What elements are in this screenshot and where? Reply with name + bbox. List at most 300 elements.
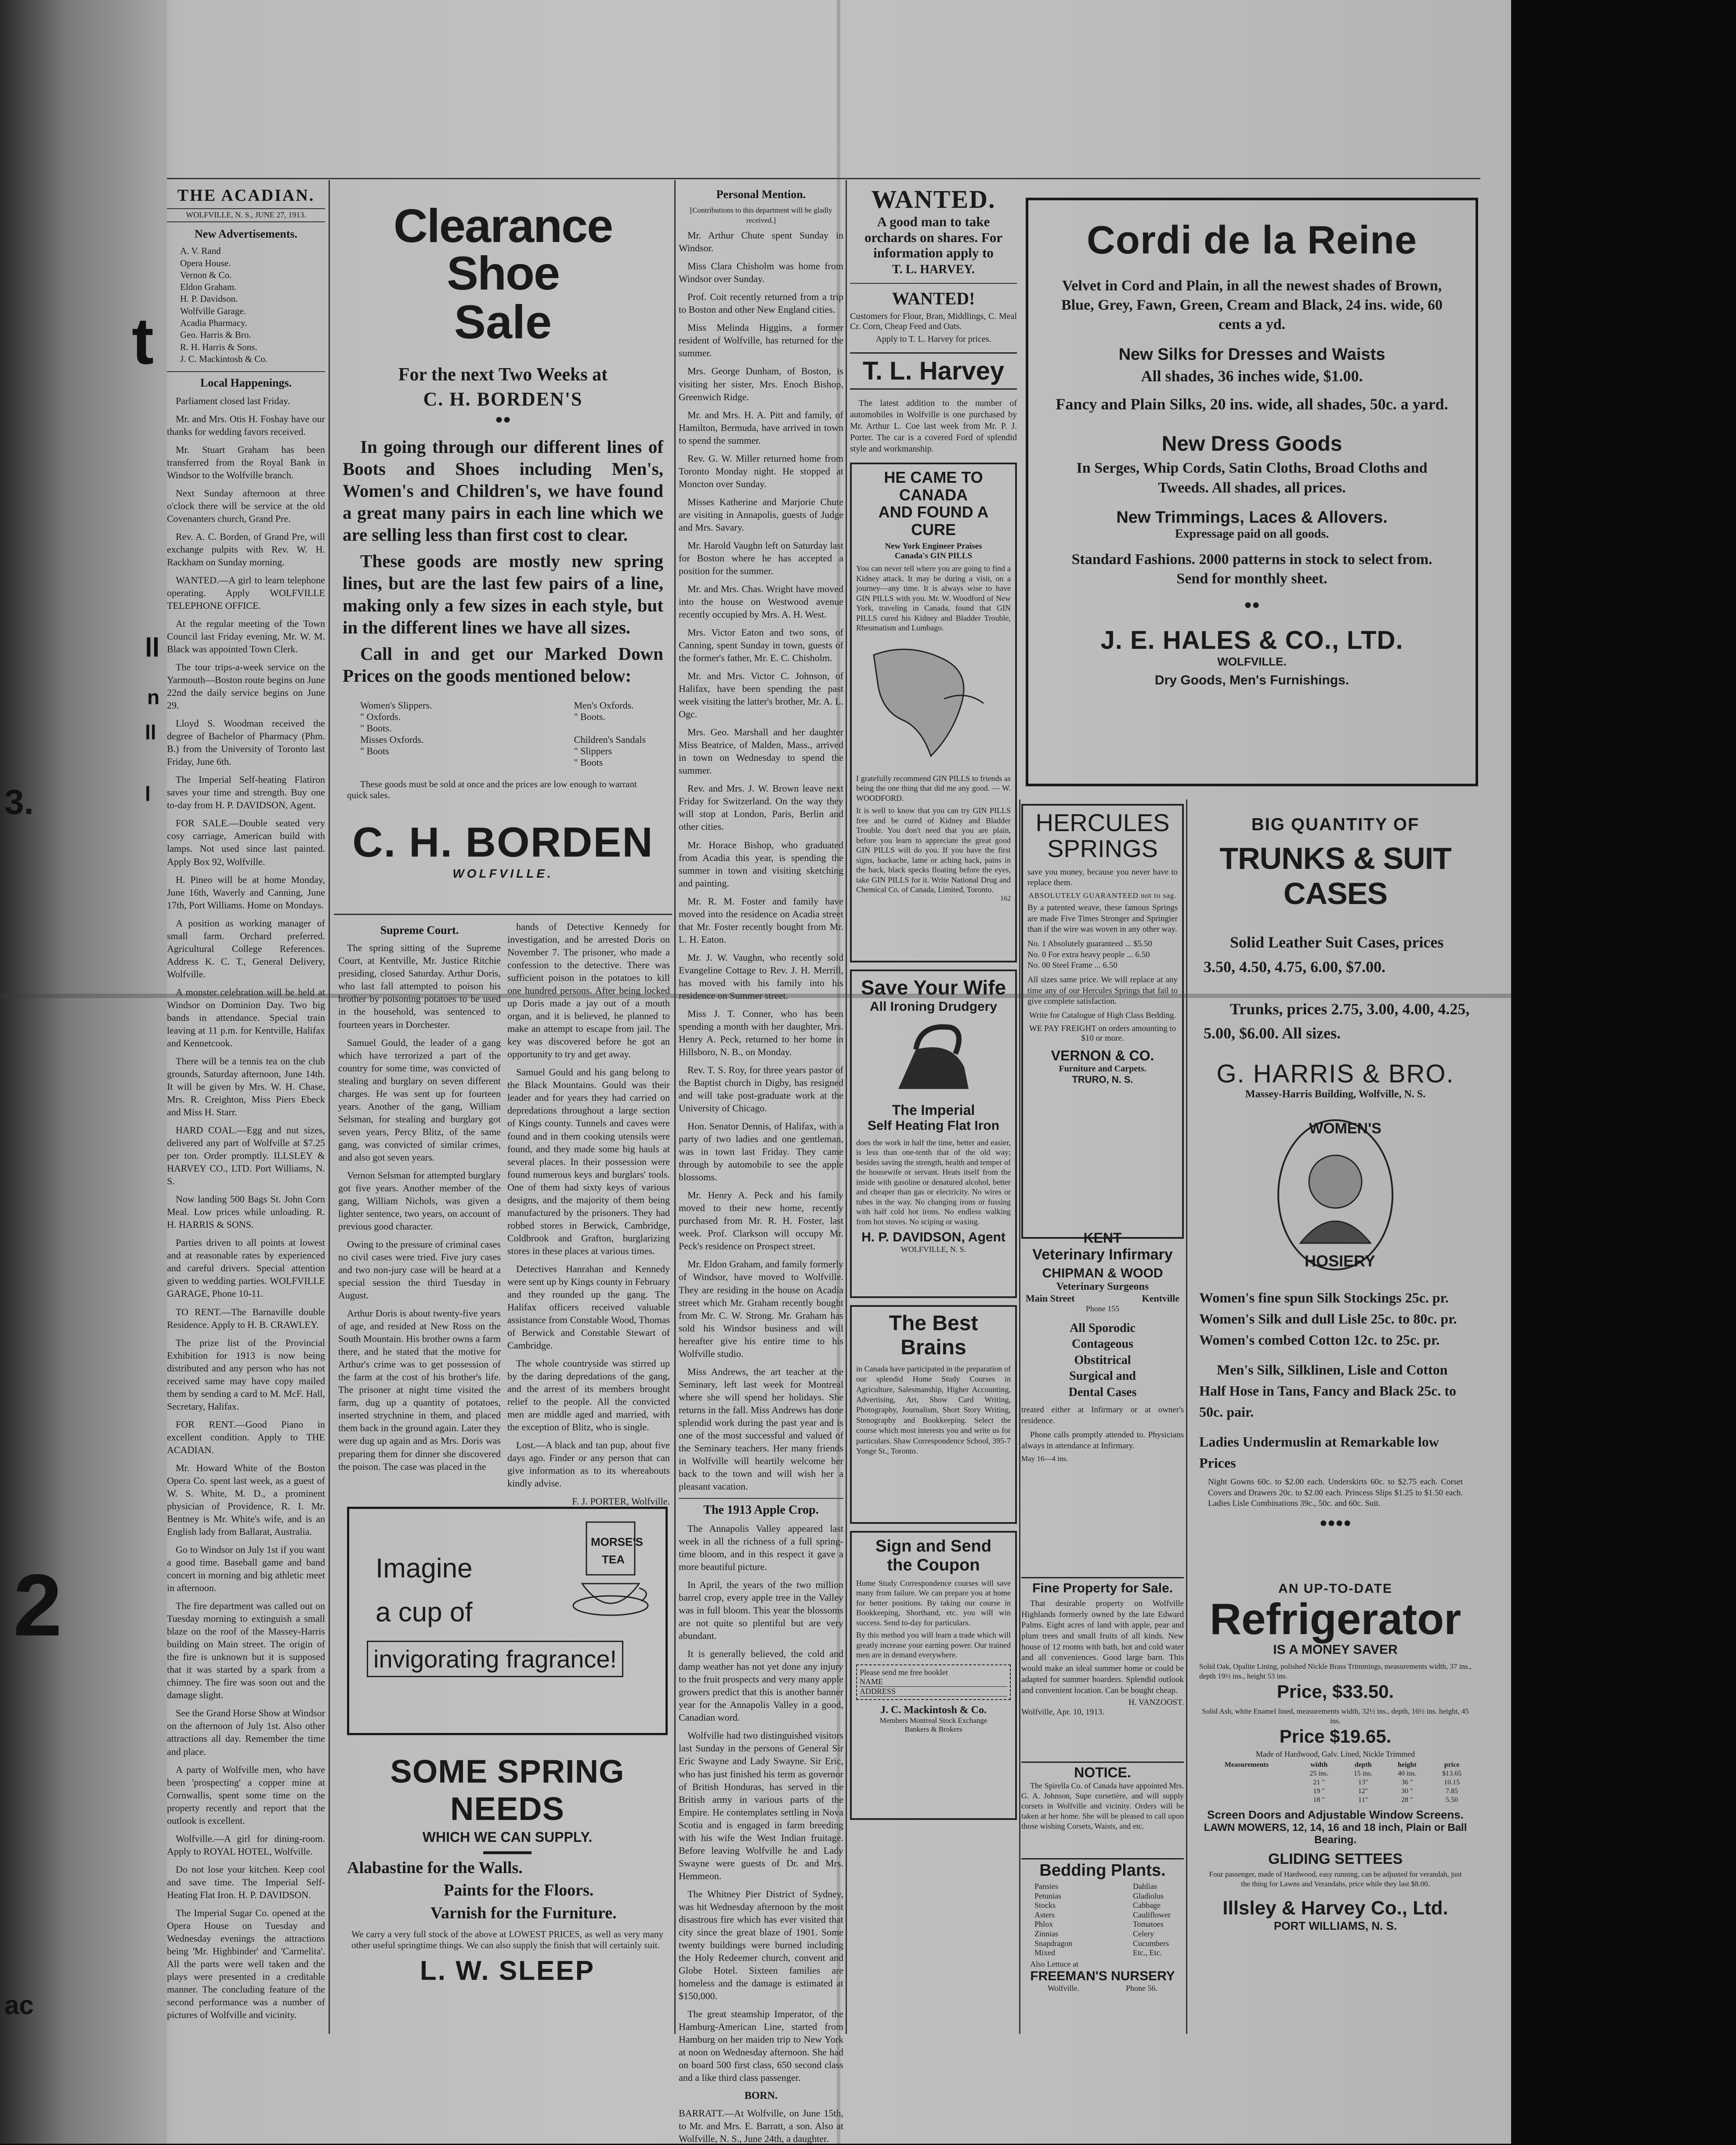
settee-heading: GLIDING SETTEES: [1268, 1851, 1403, 1868]
kent-sub: Veterinary Surgeons: [1056, 1281, 1149, 1292]
harvey-name: T. L. Harvey: [850, 352, 1017, 390]
hosiery-price-line: Women's combed Cotton 12c. to 25c. pr.: [1199, 1332, 1440, 1348]
supreme-court-col-2: [507, 920, 670, 1507]
bedding-item: Cabbage: [1133, 1901, 1161, 1910]
paragraph: Miss J. T. Conner, who has been spending a month with her daughter, Mrs. Henry A. Peck, returned to her home in Hillsboro, N. B., on Monday.: [679, 1008, 843, 1057]
paragraph: Samuel Gould, the leader of a gang which have terrorized a part of the country for some time, was convicted of stealing and burglary on seven different charges. He was sent up for fourteen years. Another of the gang, William Selsman, for stealing and burglary got seven years, Percy Blitz, of the same gang, was convicted of similar crimes, and also got seven years.: [338, 1037, 501, 1163]
map-illustration: [856, 637, 1011, 769]
paragraph: Do not lose your kitchen. Keep cool and save time. The Imperial Self-Heating Flat Iron. H. P. DAVIDSON.: [167, 1863, 325, 1900]
new-ad-item: H. P. Davidson.: [180, 293, 238, 304]
paragraph: FOR RENT.—Good Piano in excellent condition. Apply to THE ACADIAN.: [167, 1418, 325, 1455]
table-cell: 25 ins.: [1309, 1770, 1329, 1778]
masthead-title: THE ACADIAN.: [177, 186, 315, 205]
bedding-item: Snapdragon: [1034, 1939, 1072, 1948]
paragraph: Owing to the pressure of criminal cases no civil cases were tried. Five jury cases and two non-jury case will be heard at a special session the third Tuesday in August.: [338, 1239, 501, 1301]
paragraph: Rev. G. W. Miller returned home from Toronto Monday night. He stopped at Moncton over Sunday.: [679, 452, 843, 489]
margin-fragment: ac: [4, 1990, 34, 2020]
property-body: That desirable property on Wolfville Highlands formerly owned by the late Edward Palms. Eight acres of land with apple, pear and plum trees and small fruits of all kinds. New house of 12 rooms with bath, hot and cold water and all conveniences. Good large barn. This would make an ideal summer home or could be adapted for summer boarders. Splendid outlook and convenient location. Can be bought cheap.: [1021, 1599, 1184, 1695]
born-heading: BORN.: [744, 2090, 778, 2102]
cordi-silks-heading: New Silks for Dresses and Waists: [1118, 345, 1385, 364]
sleep-item: Varnish for the Furniture.: [430, 1903, 617, 1922]
tea-line-2: a cup of: [376, 1597, 473, 1628]
coupon-line: Please send me free booklet: [860, 1668, 948, 1677]
auto-note: The latest addition to the number of automobiles in Wolfville is one purchased by Mr. Arthur L. Coe last week from Mr. P. J. Porter. The car is a covered Ford of splendid style and workmanship.: [850, 398, 1017, 454]
column-3-more: [679, 1729, 843, 2084]
hales-tag: Dry Goods, Men's Furnishings.: [1154, 673, 1349, 688]
cordi-dress-line: In Serges, Whip Cords, Satin Cloths, Broad Cloths and Tweeds. All shades, all prices.: [1076, 460, 1428, 496]
paragraph: At the regular meeting of the Town Council last Friday evening, Mr. W. M. Black was appointed Town Clerk.: [167, 618, 325, 655]
tea-line-1: Imagine: [376, 1553, 473, 1584]
table-row: [1196, 1778, 1475, 1787]
tea-line-3: invigorating fragrance!: [367, 1641, 623, 1677]
paragraph: The whole countryside was stirred up by the daring depredations of the gang, and the arrest of its members brought relief to the people. All the convicted men are middle aged and married, with the exception of Blitz, who is single.: [507, 1358, 670, 1433]
table-cell: [1196, 1787, 1297, 1796]
table-cell: $13.65: [1442, 1770, 1462, 1778]
refrigerator-ad: [1190, 1581, 1480, 2034]
cordi-de-la-reine-ad: Cordi de la Reine Velvet in Cord and Plain, in all the newest shades of Brown, Blue, Grey, Fawn, Green, Cream and Black, 24 ins. wide, 60 cents a yd. New Silks for Dresses and Waists All shades, 36 inches wide, $1.00. Fancy and Plain Silks, 20 ins. wide, all shades, 50c. a yard. New Dress Goods In Serges, Whip Cords, Satin Cloths, Broad Cloths and Tweeds. All shades, all prices. New Trimmings, Laces & Allovers. Expressage paid on all goods. Standard Fashions. 2000 patterns in stock to select from. Send for monthly sheet. ●● J. E. HALES & CO., LTD. WOLFVILLE. Dry Goods, Men's Furnishings.: [1026, 198, 1478, 786]
clearance-body: In going through our different lines of Boots and Shoes including Men's, Women's and Children's, we have found a great many pairs in each line which we are selling less than first cost to clear.: [343, 437, 663, 545]
bedding-item: Mixed: [1034, 1948, 1055, 1957]
trunks-line-1: Solid Leather Suit Cases, prices 3.50, 4.50, 4.75, 6.00, $7.00.: [1204, 933, 1444, 976]
supreme-court-heading: Supreme Court.: [380, 924, 459, 937]
paragraph: Miss Melinda Higgins, a former resident of Wolfville, has returned for the summer.: [679, 322, 843, 359]
refrig-mowers: LAWN MOWERS, 12, 14, 16 and 18 inch, Plain or Ball Bearing.: [1204, 1822, 1467, 1846]
cordi-line-1: Velvet in Cord and Plain, in all the newest shades of Brown, Blue, Grey, Fawn, Green, Cream and Black, 24 ins. wide, 60 cents a yd.: [1061, 278, 1443, 333]
kent-body: treated either at Infirmary or at owner's residence.: [1021, 1405, 1184, 1425]
new-ad-item: Wolfville Garage.: [180, 305, 246, 316]
clearance-item: Men's Oxfords.: [574, 699, 634, 711]
hercules-body-3: All sizes same price. We will replace at any time any of our Hercules Springs that fail to give complete satisfaction.: [1027, 975, 1178, 1006]
refrig-table: [1196, 1761, 1475, 1805]
gin-headline-1: HE CAME TO CANADA: [884, 468, 983, 504]
kent-case-item: All Sporodic: [1070, 1321, 1136, 1335]
margin-fragment: n: [147, 686, 160, 709]
clearance-list-men: [574, 700, 646, 768]
clearance-lists: [334, 687, 672, 768]
gin-sub-2: Canada's GIN PILLS: [894, 551, 973, 561]
table-cell: 30 ": [1401, 1787, 1413, 1795]
paragraph: TO RENT.—The Barnaville double Residence. Apply to H. B. CRAWLEY.: [167, 1306, 325, 1330]
local-happenings-heading: Local Happenings.: [200, 376, 292, 390]
clearance-sub-2: C. H. BORDEN'S: [423, 388, 583, 410]
paragraph: Lloyd S. Woodman received the degree of Bachelor of Pharmacy (Phm. B.) from the University of Toronto last Friday, June 6th.: [167, 718, 325, 767]
bedding-item: Cauliflower: [1133, 1910, 1171, 1919]
new-ads-heading: New Advertisements.: [195, 227, 297, 240]
paragraph: The tour trips-a-week service on the Yarmouth—Boston route begins on June 22nd the daily service begins on June 29.: [167, 662, 325, 711]
paragraph: Rev. and Mrs. J. W. Brown leave next Friday for Switzerland. On the way they will stop at London, Paris, Berlin and other cities.: [679, 783, 843, 832]
bedding-list-left: [1034, 1882, 1072, 1958]
vernon-town: TRURO, N. S.: [1072, 1074, 1133, 1085]
paragraph: The fire department was called out on Tuesday morning to extinguish a small blaze on the roof of the Massey-Harris building on Main street. The origin of the fire is unknown but it is supposed that it was started by a spark from a chimney. The fire was soon out and the damage slight.: [167, 1600, 325, 1701]
new-ad-item: Acadia Pharmacy.: [180, 318, 247, 328]
paragraph: HARD COAL.—Egg and nut sizes, delivered any part of Wolfville at $7.25 per ton. Order promptly. ILLSLEY & HARVEY CO., LTD. Port Williams, N. S.: [167, 1125, 325, 1187]
paragraph: Mr. R. M. Foster and family have moved into the residence on Acadia street that Mr. Foster recently bought from Mr. L. H. Eaton.: [679, 895, 843, 945]
table-cell: [1196, 1796, 1297, 1805]
bedding-list-right: [1133, 1882, 1171, 1958]
flatiron-product-1: The Imperial: [892, 1102, 975, 1118]
hercules-springs-ad: [1021, 804, 1184, 1243]
margin-fragment: 2: [13, 1556, 62, 1654]
top-rule: [167, 178, 1480, 179]
property-date: Wolfville, Apr. 10, 1913.: [1021, 1707, 1104, 1717]
refrig-sub: IS A MONEY SAVER: [1273, 1642, 1398, 1657]
settee-body: Four passenger, made of Hardwood, easy running, can be adjusted for verandah, just the thing for Lawns and Verandahs, price while they last $8.00.: [1209, 1870, 1462, 1888]
paragraph: A monster celebration will be held at Windsor on Dominion Day. Two big bands in attendance. Special train leaving at 11 p.m. for Kentville, Halifax and Kennetcook.: [167, 986, 325, 1049]
adjacent-page-margin: [0, 0, 167, 2144]
hosiery-logo-top: WOMEN'S: [1309, 1120, 1382, 1137]
masthead-dateline: WOLFVILLE, N. S., JUNE 27, 1913.: [167, 208, 325, 222]
paragraph: Mr. Harold Vaughn left on Saturday last for Boston where he has accepted a position for the summer.: [679, 539, 843, 576]
flatiron-illustration: [856, 1014, 1011, 1102]
fine-property-ad: [1021, 1577, 1184, 1763]
freeman-nursery: FREEMAN'S NURSERY: [1030, 1968, 1175, 1983]
paragraph: Mr. and Mrs. H. A. Pitt and family, of Hamilton, Bermuda, have arrived in town to spend the summer.: [679, 409, 843, 446]
freeman-phone: Phone 56.: [1126, 1983, 1157, 1993]
cordi-fancy-line: Fancy and Plain Silks, 20 ins. wide, all shades, 50c. a yard.: [1056, 395, 1448, 413]
coupon-headline-1: Sign and Send: [875, 1537, 991, 1555]
paper-fold-horizontal: [0, 994, 1511, 998]
table-cell: 13": [1358, 1779, 1368, 1787]
gin-body-3: It is well to know that you can try GIN PILLS free and be cured of Kidney and Bladder Trouble. You don't need that you are plain, before you learn to appreciate the great good GIN PILLS will do you. If you have the first signs, backache, lame or aching back, pains in the back, black specks floating before the eyes, take GIN PILLS for it. Write National Drug and Chemical Co. of Canada, Limited, Toronto.: [856, 806, 1011, 894]
new-ads-list: [167, 245, 325, 365]
column-rule: [329, 180, 330, 2034]
flatiron-product-2: Self Heating Flat Iron: [867, 1118, 1000, 1133]
hosiery-ad: WOMEN'S HOSIERY Women's fine spun Silk Stockings 25c. pr. Women's Silk and dull Lisle 25c. to 80c. pr. Women's combed Cotton 12c. to 25c. pr. Men's Silk, Silklinen, Lisle and Cotton Half Hose in Tans, Fancy and Black 25c. to 50c. pair. Ladies Undermuslin at Remarkable low Prices Night Gowns 60c. to $2.00 each. Underskirts 60c. to $2.75 each. Corset Covers and Drawers 20c. to $2.00 each. Princess Slips $1.25 to $1.50 each. Ladies Lisle Combinations 39c., 50c. and 60c. Suit. ●●●●: [1190, 1098, 1480, 1581]
clearance-shoe-sale-ad: [334, 184, 672, 909]
table-cell: 10.15: [1444, 1779, 1460, 1787]
clearance-item: " Oxfords.: [360, 711, 401, 722]
column-rule: [1186, 799, 1187, 2034]
sleep-sub: WHICH WE CAN SUPPLY.: [422, 1829, 593, 1845]
hercules-guarantee: ABSOLUTELY GUARANTEED not to sag.: [1028, 891, 1177, 900]
best-brains-ad: [850, 1305, 1017, 1524]
sleep-item: Paints for the Floors.: [444, 1881, 594, 1900]
trunks-headline-1: BIG QUANTITY OF: [1251, 815, 1420, 834]
paragraph: Next Sunday afternoon at three o'clock there will be service at the old Covenanters church, Grand Pre.: [167, 487, 325, 524]
apple-crop-body: [679, 1522, 843, 1724]
paragraph: Rev. A. C. Borden, of Grand Pre, will exchange pulpits with Rev. W. H. Rackham on Sunday morning.: [167, 531, 325, 568]
paragraph: FOR SALE.—Double seated very cosy carriage, American build with lamps. Not used since last painted. Apply Box 92, Wolfville.: [167, 817, 325, 867]
hosiery-logo-bottom: HOSIERY: [1305, 1252, 1375, 1270]
flatiron-agent: H. P. DAVIDSON, Agent: [861, 1230, 1005, 1245]
harris-address: Massey-Harris Building, Wolfville, N. S.: [1245, 1089, 1426, 1100]
hosiery-undermuslin: Ladies Undermuslin at Remarkable low Prices: [1199, 1434, 1439, 1471]
refrig-model-1: Solid Oak, Opalite Lining, polished Nickle Brass Trimmings, measurements width, 37 ins., depth 19½ ins., height 53 ins.: [1199, 1662, 1472, 1681]
paragraph: Vernon Selsman for attempted burglary got five years. Another member of the gang, William Nichols, was given a lighter sentence, two years, on account of previous good character.: [338, 1169, 501, 1232]
bedding-item: Etc., Etc.: [1133, 1948, 1162, 1957]
column-rule: [1019, 799, 1020, 2034]
margin-fragment: l: [145, 782, 151, 805]
table-cell: [1196, 1769, 1297, 1778]
paragraph: Mr. and Mrs. Victor C. Johnson, of Halifax, have been spending the past week visiting the latter's brother, Mr. A. L. Ogc.: [679, 670, 843, 720]
table-cell: 7.85: [1446, 1787, 1458, 1795]
hercules-price-line: No. 1 Absolutely guaranteed ... $5.50: [1027, 939, 1152, 949]
clearance-item: Misses Oxfords.: [360, 734, 424, 745]
kent-veterinary-ad: [1021, 1230, 1184, 1573]
coupon-form[interactable]: [856, 1664, 1011, 1700]
paragraph: Mr. Henry A. Peck and his family moved to their new home, recently purchased from Mr. R. H. Foster, last week. Prof. Clarkson will occupy Mr. Peck's residence on Prospect street.: [679, 1190, 843, 1252]
paragraph: Mr. and Mrs. Chas. Wright have moved into the house on Westwood avenue recently occupied by Mrs. A. H. West.: [679, 583, 843, 620]
hercules-body: save you money, because you never have to replace them.: [1027, 867, 1178, 888]
kent-case-item: Dental Cases: [1068, 1385, 1137, 1399]
refrig-pre: AN UP-TO-DATE: [1278, 1581, 1392, 1596]
kent-names: CHIPMAN & WOOD: [1042, 1266, 1163, 1280]
bedding-item: Petunias: [1034, 1891, 1061, 1900]
personal-mention-body: [679, 229, 843, 1493]
wanted-heading: WANTED.: [871, 185, 996, 213]
cordi-fashion-line: Standard Fashions. 2000 patterns in stock to select from. Send for monthly sheet.: [1071, 551, 1432, 587]
hercules-price-line: No. 00 Steel Frame ... 6.50: [1027, 961, 1118, 970]
apple-crop-heading: The 1913 Apple Crop.: [703, 1503, 819, 1517]
bedding-item: Pansies: [1034, 1882, 1058, 1891]
paragraph: The Imperial Self-heating Flatiron saves your time and strength. Buy one to-day from H. P. DAVIDSON, Agent.: [167, 774, 325, 811]
new-ad-item: Eldon Graham.: [180, 282, 237, 293]
column-rule: [846, 180, 847, 2034]
paragraph: The Whitney Pier District of Sydney, was hit Wednesday afternoon by the most disastrous fire which has ever visited that city since the great blaze of 1901. Some twenty buildings were burned including the Holy Redeemer church, convent and Globe Hotel. Sixteen families are homeless and the damage is estimated at $150,000.: [679, 1888, 843, 2002]
bedding-item: Tomatoes: [1133, 1920, 1164, 1929]
clearance-footnote: These goods must be sold at once and the prices are low enough to warrant quick sales.: [347, 778, 637, 800]
bedding-item: Dahlias: [1133, 1882, 1157, 1891]
clearance-item: " Slippers: [574, 745, 612, 756]
paragraph: The spring sitting of the Supreme Court, at Kentville, Mr. Justice Ritchie presiding, closed Saturday. Arthur Doris, who last fall attempted to poison his brother by poisoning potatoes to be used in the household, was sentenced to fourteen years in Dorchester.: [338, 942, 501, 1030]
table-cell: 11": [1358, 1796, 1368, 1804]
ornament: ●●: [495, 412, 511, 427]
clearance-item: " Boots.: [574, 711, 605, 722]
paragraph: Go to Windsor on July 1st if you want a good time. Baseball game and band concert in morning and big athletic meet in afternoon.: [167, 1544, 325, 1594]
bedding-item: Phlox: [1034, 1920, 1053, 1929]
kent-date: May 16—4 ins.: [1021, 1454, 1068, 1463]
table-row: [1196, 1769, 1475, 1778]
paragraph: The Imperial Sugar Co. opened at the Opera House on Tuesday and Wednesday evenings the attractions being 'Mr. Highbinder' and 'Carmelita'. All the parts were well taken and the plays were presented in a creditable manner. The concluding feature of the second performance was a number of pictures of Wolfville and vicinity.: [167, 1907, 325, 2021]
paragraph: Wolfville had two distinguished visitors last Sunday in the persons of General Sir Eric Swayne and Lady Swayne. Sir Eric, who has just finished his term as governor of British Honduras, has served in the British army in various parts of the Empire. He contemplates settling in Nova Scotia and is engaged in farm breeding with his wife the West Indian fruitage. Before leaving Wolfville he and Lady Swayne were guests of Dr. and Mrs. Hemmeon.: [679, 1730, 843, 1881]
bedding-item: Celery: [1133, 1929, 1154, 1938]
bedding-plants-ad: [1021, 1858, 1184, 2035]
flatiron-headline: Save Your Wife: [861, 976, 1006, 999]
paragraph: Mr. Horace Bishop, who graduated from Acadia this year, is spending the summer in town and visiting sketching and painting.: [679, 839, 843, 889]
refrig-model-3: Made of Hardwood, Galv. Lined, Nickle Trimmed: [1255, 1750, 1415, 1759]
column-rule: [674, 180, 676, 2034]
hercules-body-2: By a patented weave, these famous Springs are made Five Times Stronger and Springier than if the wire was woven in any other way.: [1027, 903, 1178, 934]
table-header: price: [1444, 1761, 1460, 1769]
coupon-sign-3: Bankers & Brokers: [904, 1725, 962, 1733]
gin-body: You can never tell where you are going to find a Kidney attack. It may be during a visit, on a journey—any time. It is always wise to have GIN PILLS with you. Mr. W. Woodford of New York, traveling in Canada, found that GIN PILLS cured his Kidney and Bladder Trouble, Rheumatism and Lumbago.: [856, 564, 1011, 633]
clearance-item: " Boots.: [360, 722, 392, 734]
coupon-name-field[interactable]: NAME: [860, 1677, 1007, 1687]
refrig-model-2: Solid Ash, white Enamel lined, measurements width, 32½ ins., depth, 16½ ins. height, 45 ins.: [1202, 1707, 1469, 1725]
morses-tea-ad: [347, 1507, 668, 1735]
hercules-freight: WE PAY FREIGHT on orders amounting to $10 or more.: [1029, 1024, 1176, 1043]
sleep-store: L. W. SLEEP: [420, 1955, 595, 1986]
clearance-headline-2: Sale: [454, 295, 552, 348]
table-cell: 36 ": [1401, 1779, 1413, 1787]
paragraph: There will be a tennis tea on the club grounds, Saturday afternoon, June 14th. It will be given by Mrs. W. H. Chase, Mrs. R. Creighton, Miss Piers Ebeck and Miss H. Starr.: [167, 1055, 325, 1118]
tea-label-1: MORSE'S: [591, 1535, 643, 1548]
flatiron-town: WOLFVILLE, N. S.: [901, 1245, 966, 1254]
paragraph: WANTED.—A girl to learn telephone operating. Apply WOLFVILLE TELEPHONE OFFICE.: [167, 574, 325, 611]
clearance-list-women: [360, 700, 432, 768]
hercules-prices: [1027, 939, 1178, 971]
illsley-company: Illsley & Harvey Co., Ltd.: [1222, 1897, 1448, 1919]
new-ad-item: Vernon & Co.: [180, 269, 232, 280]
column-ads: [850, 184, 1017, 2034]
margin-fragment: ll: [145, 633, 160, 662]
paragraph: The great steamship Imperator, of the Hamburg-American Line, started from Hamburg on her maiden trip to New York at noon on Wednesday afternoon. She had on board 500 first class, 650 second class and a like third class passenger.: [679, 2008, 843, 2084]
flatiron-body: does the work in half the time, better and easier, is less than one-tenth that of the old way; besides saving the strength, health and temper of the housewife or servant. Heats itself from the inside with gasoline or denatured alcohol, better and cheaper than gas or electricity. No wires or tubes in the way. No changing irons or fussing with half cold hot irons. No endless walking from hot stoves. No sciping or waxing.: [856, 1138, 1011, 1226]
illsley-town: PORT WILLIAMS, N. S.: [1273, 1919, 1397, 1932]
paragraph: Mr. Arthur Chute spent Sunday in Windsor.: [679, 230, 843, 254]
paragraph: Arthur Doris is about twenty-five years of age, and resided at New Ross on the South Mountain. His brother owns a farm there, and he stated that the motive for Arthur's crime was to get possession of the farm at the cost of his brother's life. The prisoner at night time visited the farm, dug up a quantity of potatoes, inserted strychnine in them, and placed them back in the ground again. Later they were dug up again and as Mrs. Doris was preparing them for dinner she discovered the poison. The case was placed in the: [338, 1308, 501, 1472]
cordi-dress-heading: New Dress Goods: [1161, 432, 1342, 456]
paragraph: Mr. Howard White of the Boston Opera Co. spent last week, as a guest of W. S. White, M. D., a prominent physician of Providence, R. I. Mr. Bentney is Mr. White's wife, and is an English lady from Ballarat, Australia.: [167, 1462, 325, 1537]
paragraph: Hon. Senator Dennis, of Halifax, with a party of two ladies and one gentleman, was in town last Friday. They came through by automobile to see the apple blossoms.: [679, 1121, 843, 1183]
paragraph: Prof. Coit recently returned from a trip to Boston and other New England cities.: [679, 291, 843, 315]
best-brains-headline: The Best Brains: [889, 1311, 978, 1359]
gin-sub-1: New York Engineer Praises: [885, 542, 982, 551]
vernon-sub: Furniture and Carpets.: [1059, 1064, 1146, 1074]
table-header: depth: [1354, 1761, 1372, 1769]
bedding-item: Cucumbers: [1133, 1939, 1169, 1948]
kent-case-item: Surgical and: [1069, 1369, 1136, 1383]
supreme-court-body-1: [338, 941, 501, 1472]
cordi-trim-sub: Expressage paid on all goods.: [1175, 527, 1329, 541]
table-row: [1196, 1796, 1475, 1805]
margin-fragment: 3.: [4, 782, 34, 821]
supreme-court-col-1: [338, 920, 501, 1472]
paragraph: Mrs. George Dunham, of Boston, is visiting her sister, Mrs. Enoch Bishop, Greenwich Ridge.: [679, 365, 843, 402]
hales-town: WOLFVILLE.: [1217, 655, 1287, 669]
borden-store-name: C. H. BORDEN: [352, 818, 654, 866]
bedding-note: Also Lettuce at: [1030, 1959, 1078, 1968]
paragraph: Misses Katherine and Marjorie Chute are visiting in Annapolis, guests of Judge and Mrs. Savary.: [679, 496, 843, 533]
tea-cup-illustration: [569, 1518, 652, 1623]
flatiron-sub: All Ironing Drudgery: [869, 999, 997, 1014]
trunks-suit-cases-ad: [1190, 806, 1480, 1100]
kent-phone: Phone 155: [1085, 1304, 1120, 1313]
bedding-item: Asters: [1034, 1910, 1055, 1919]
paragraph: Parliament closed last Friday.: [176, 395, 290, 406]
sleep-body: We carry a very full stock of the above at LOWEST PRICES, as well as very many other useful springtime things. We can also supply the finish that will certainly suit.: [351, 1928, 663, 1950]
paragraph: H. Pineo will be at home Monday, June 16th, Waverly and Canning, June 17th, Port Williams. Home on Mondays.: [167, 874, 325, 911]
hales-company: J. E. HALES & CO., LTD.: [1100, 626, 1403, 655]
sleep-item: Alabastine for the Walls.: [347, 1859, 523, 1877]
column-personal: [679, 184, 843, 2144]
gin-body-2: I gratefully recommend GIN PILLS to friends as being the one thing that did me any good. — W. WOODFORD.: [856, 774, 1011, 803]
table-row: [1196, 1787, 1475, 1796]
hercules-headline-1: HERCULES: [1035, 809, 1170, 836]
clearance-sub-1: For the next Two Weeks at: [398, 365, 608, 385]
paragraph: Samuel Gould and his gang belong to the Black Mountains. Gould was their leader and for years they had carried on depredations throughout a large section of Kings county. Tunnels and caves were found and in them cooking utensils were found, and they made some big hauls at several places. In their possession were found numerous keys and burglars' tools. One of them had sixty keys of various designs, and the majority of them being manufactured by the prisoners. They had robbed stores in Berwick, Cambridge, Coldbrook and Grafton, burglarizing stores in these places at various times.: [507, 1067, 670, 1256]
hercules-catalog: Write for Catalogue of High Class Bedding.: [1029, 1011, 1176, 1020]
freeman-town: Wolfville.: [1048, 1983, 1080, 1993]
margin-fragment: t: [132, 304, 154, 378]
paragraph: hands of Detective Kennedy for investigation, and he arrested Doris on November 7. The prisoner, who made a confession to the detective. There was sufficient poison in the potatoes to kill one hundred persons. After being locked up Doris made a jay out of a mouth organ, and it is believed, he planned to make an attempt to escape from jail. The key was discovered before he got an opportunity to try and get away.: [507, 921, 670, 1060]
bedding-item: Stocks: [1034, 1901, 1056, 1910]
hosiery-logo: [1269, 1111, 1401, 1278]
coupon-ad: [850, 1531, 1017, 1820]
clearance-headline-1: Clearance Shoe: [393, 199, 613, 300]
notice-heading: NOTICE.: [1074, 1765, 1131, 1780]
refrig-screens: Screen Doors and Adjustable Window Screens.: [1207, 1808, 1464, 1822]
paragraph: Mr. Stuart Graham has been transferred from the Royal Bank in Windsor to the Wolfville branch.: [167, 444, 325, 481]
paragraph: Rev. T. S. Roy, for three years pastor of the Baptist church in Digby, has resigned and will take post-graduate work at the University of Chicago.: [679, 1064, 843, 1114]
new-ad-item: Geo. Harris & Bro.: [180, 329, 251, 340]
clearance-item: Women's Slippers.: [360, 699, 432, 711]
gin-tag: 162: [1000, 894, 1011, 902]
hosiery-price-line: Women's Silk and dull Lisle 25c. to 80c. pr.: [1199, 1311, 1457, 1327]
flatiron-ad: [850, 969, 1017, 1298]
sleep-hardware-ad: SOME SPRING NEEDS WHICH WE CAN SUPPLY. ▬▬▬▬▬ Alabastine for the Walls. Paints for the Floors. Varnish for the Furniture. We carry a very full stock of the above at LOWEST PRICES, as well as very many other useful springtime things. We can also supply the finish that will certainly suit. L. W. SLEEP: [343, 1753, 672, 2034]
best-brains-body: in Canada have participated in the preparation of our splendid Home Study Courses in Agriculture, Salesmanship, Higher Accounting, Advertising, Art, Show Card Writing, Photography, Journalism, Short Story Writing, Stenography and Bookkeeping. Select the course which most interests you and write us for particulars. Shaw Correspondence School, 395-7 Yonge St., Toronto.: [856, 1364, 1011, 1456]
table-header: Measurements: [1224, 1761, 1269, 1769]
notice-ad: [1021, 1762, 1184, 1859]
new-ad-item: A. V. Rand: [180, 246, 221, 257]
kent-cases: [1021, 1320, 1184, 1400]
paragraph: A position as working manager of small farm. Orchard preferred. Agricultural College References. Address K. C. T., General Delivery, Wolfville.: [167, 917, 325, 980]
table-cell: 28 ": [1401, 1796, 1413, 1804]
wanted2-apply: Apply to T. L. Harvey for prices.: [875, 334, 991, 344]
lost-notice: Lost.—A black and tan pup, about five days ago. Finder or any person that can give information as to its whereabouts kindly advise.: [507, 1440, 670, 1489]
hosiery-price-line: Women's fine spun Silk Stockings 25c. pr.: [1199, 1290, 1449, 1306]
notice-body: The Spirella Co. of Canada have appointed Mrs. G. A. Johnson, Supe corsetière, and will supply corsets in Wolfville and vicinity. Orders will be taken at her home. She will be pleased to call upon those wishing Corsets, Waists, and etc.: [1021, 1781, 1184, 1831]
refrig-price-2: Price $19.65.: [1279, 1726, 1392, 1747]
clearance-item: " Boots: [360, 745, 389, 756]
coupon-headline-2: the Coupon: [887, 1555, 980, 1574]
paragraph: Mr. J. W. Vaughn, who recently sold Evangeline Cottage to Rev. J. H. Merrill, has moved with his family into his residence on Summer street.: [679, 951, 843, 1001]
harris-company: G. HARRIS & BRO.: [1216, 1060, 1454, 1089]
coupon-address-field[interactable]: ADDRESS: [860, 1687, 1007, 1696]
paragraph: It is generally believed, the cold and damp weather has not yet done any injury to the fruit prospects and very many apple growers predict that this is another banner year for the Annapolis Valley in a good, Canadian word.: [679, 1648, 843, 1723]
table-cell: 21 ": [1313, 1779, 1325, 1787]
table-cell: 40 ins.: [1397, 1770, 1417, 1778]
table-cell: 15 ins.: [1353, 1770, 1373, 1778]
paragraph: See the Grand Horse Show at Windsor on the afternoon of July 1st. Also other attractions all day. Remember the time and place.: [167, 1707, 325, 1757]
vernon-company: VERNON & CO.: [1051, 1048, 1154, 1064]
kent-town: Kentville: [1142, 1293, 1179, 1304]
wanted-sign: T. L. HARVEY.: [892, 262, 975, 276]
coupon-sign-2: Members Montreal Stock Exchange: [879, 1716, 987, 1725]
bedding-heading: Bedding Plants.: [1039, 1861, 1166, 1880]
kent-case-item: Contageous: [1071, 1337, 1133, 1351]
paragraph: Mr. and Mrs. Otis H. Foshay have our thanks for wedding favors received.: [167, 413, 325, 437]
table-header: height: [1397, 1761, 1417, 1769]
trunks-headline-2: TRUNKS & SUIT CASES: [1219, 841, 1451, 911]
paragraph: Mrs. Victor Eaton and two sons, of Canning, spent Sunday in town, guests of the former's father, Mr. E. C. Chisholm.: [679, 627, 843, 664]
table-header: width: [1310, 1761, 1328, 1769]
clearance-body-3: Call in and get our Marked Down Prices on the goods mentioned below:: [343, 643, 663, 686]
paragraph: Parties driven to all points at lowest and at reasonable rates by experienced and careful drivers. Special attention given to wedding parties. WOLFVILLE GARAGE, Phone 10-11.: [167, 1237, 325, 1299]
tea-label-2: TEA: [602, 1553, 625, 1566]
clearance-item: " Boots: [574, 756, 603, 768]
kent-heading-1: KENT: [1083, 1230, 1122, 1246]
table-cell: 5.50: [1446, 1796, 1458, 1804]
clearance-body-2: These goods are mostly new spring lines, but are the last few pairs of a line, making only a few sizes in each style, but in the different lines we have all sizes.: [343, 551, 663, 637]
trunks-line-2: Trunks, prices 2.75, 3.00, 4.00, 4.25, 5.00, $6.00. All sizes.: [1204, 1000, 1470, 1042]
gin-headline-2: AND FOUND A CURE: [878, 503, 989, 539]
gin-pills-ad: [850, 463, 1017, 962]
table-cell: 12": [1358, 1787, 1368, 1795]
kent-body-2: Phone calls promptly attended to. Physicians always in attendance at Infirmary.: [1021, 1430, 1184, 1451]
margin-fragment: ll: [145, 721, 156, 744]
paragraph: Now landing 500 Bags St. John Corn Meal. Low prices while unloading. R. H. HARRIS & SONS.: [167, 1194, 325, 1230]
personal-mention-heading: Personal Mention.: [716, 188, 806, 201]
table-cell: [1196, 1778, 1297, 1787]
paragraph: Miss Andrews, the art teacher at the Seminary, left last week for Montreal where she will spend her holidays. She returns in the fall. Miss Andrews has done splendid work during the past year and is one of the most successful and valued of the Seminary teachers. Her many friends in Wolfville will heartily welcome her back to the town and will wish her a pleasant vacation.: [679, 1366, 843, 1492]
lost-signature: F. J. PORTER, Wolfville.: [572, 1496, 670, 1507]
wanted2-heading: WANTED!: [892, 288, 975, 308]
born-notice: BARRATT.—At Wolfville, on June 15th, to Mr. and Mrs. E. Barratt, a son. Also at Wolfville, N. S., June 24th, a daughter.: [679, 2107, 843, 2144]
new-ad-item: J. C. Mackintosh & Co.: [180, 353, 268, 364]
borden-town: WOLFVILLE.: [452, 866, 553, 880]
